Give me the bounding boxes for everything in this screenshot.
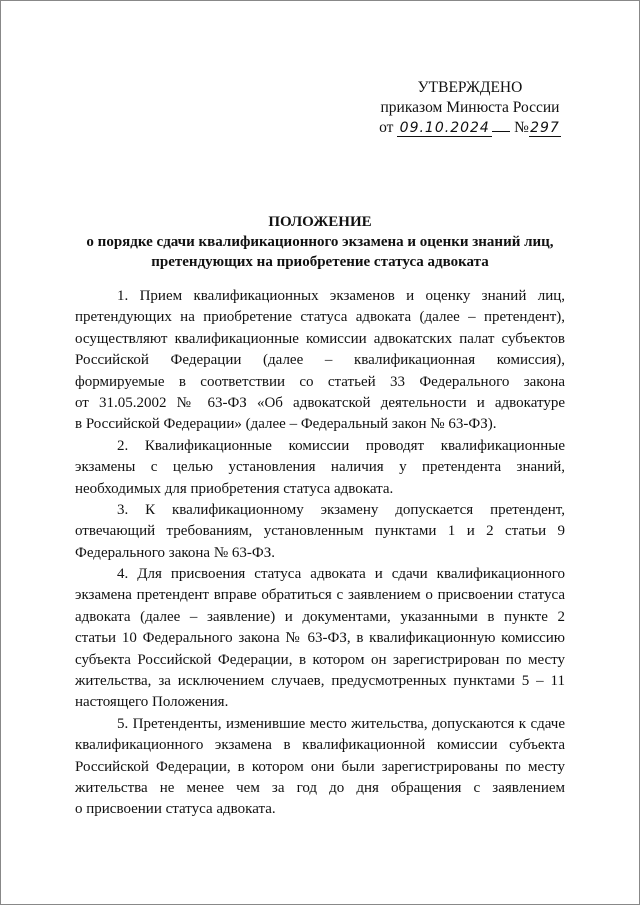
text-line: субъекта Российской Федерации, в котором он зарегистрирован по месту <box>75 651 565 668</box>
text-line: экзамены с целью установления наличия у претендента знаний, <box>75 459 565 476</box>
text-line: о присвоении статуса адвоката. <box>75 801 276 818</box>
document-subtitle-2: претендующих на приобретение статуса адвоката <box>151 254 489 270</box>
text-line: 5. Претенденты, изменившие место жительства, допускаются к сдаче <box>117 715 565 732</box>
text-line: статьи 10 Федерального закона № 63-ФЗ, в квалификационную комиссию <box>75 630 565 647</box>
text-line: квалификационного экзамена в квалификационной комиссии субъекта <box>75 737 565 754</box>
text-line: жительства, за исключением случаев, предусмотренных пунктами 5 – 11 <box>75 673 565 690</box>
text-line: осуществляют квалификационные комиссии адвокатских палат субъектов <box>75 330 565 347</box>
document-title: ПОЛОЖЕНИЕ <box>268 214 372 230</box>
text-line: 1. Прием квалификационных экзаменов и оценку знаний лиц, <box>117 288 565 304</box>
text-line: от 31.05.2002 № 63-ФЗ «Об адвокатской деятельности и адвокатуре <box>75 394 565 411</box>
text-line: 3. К квалификационному экзамену допускается претендент, <box>117 501 565 518</box>
approval-title: УТВЕРЖДЕНО <box>417 79 523 96</box>
text-line: 2. Квалификационные комиссии проводят квалификационные <box>117 437 565 454</box>
text-line: жительства не менее чем за год до дня обращения с заявлением <box>75 779 565 796</box>
document-body <box>75 286 565 821</box>
from-label: от <box>379 119 394 136</box>
text-line: экзамена претендент вправе обратиться с заявлением о присвоении статуса <box>75 587 565 604</box>
text-line: Российской Федерации (далее – квалификационная комиссия), <box>75 352 565 369</box>
text-line: отвечающий требованиям, установленным пунктами 1 и 2 статьи 9 <box>75 523 565 540</box>
text-line: в Российской Федерации» (далее – Федеральный закон № 63-ФЗ). <box>75 416 497 433</box>
text-line: необходимых для приобретения статуса адвоката. <box>75 480 394 497</box>
text-line: Российской Федерации, в котором они были зарегистрированы по месту <box>75 758 565 775</box>
text-line: 4. Для присвоения статуса адвоката и сдачи квалификационного <box>117 566 565 583</box>
text-line: настоящего Положения. <box>75 694 229 711</box>
text-line: формируемые в соответствии со статьей 33 Федерального закона <box>75 373 565 390</box>
approval-date-line <box>370 118 570 138</box>
text-line: претендующих на приобретение статуса адвоката (далее – претендент), <box>75 309 565 326</box>
approval-date: 09.10.2024 <box>397 121 492 137</box>
text-line: адвоката (далее – заявление) и документами, указанными в пункте 2 <box>75 608 565 625</box>
approval-number: 297 <box>530 120 560 136</box>
document-subtitle-1: о порядке сдачи квалификационного экзамена и оценки знаний лиц, <box>86 234 554 250</box>
document-heading <box>60 212 580 272</box>
number-label: № <box>514 119 529 136</box>
approval-order: приказом Минюста России <box>380 99 560 116</box>
text-line: Федерального закона № 63-ФЗ. <box>75 544 275 561</box>
approval-stamp <box>370 78 570 138</box>
